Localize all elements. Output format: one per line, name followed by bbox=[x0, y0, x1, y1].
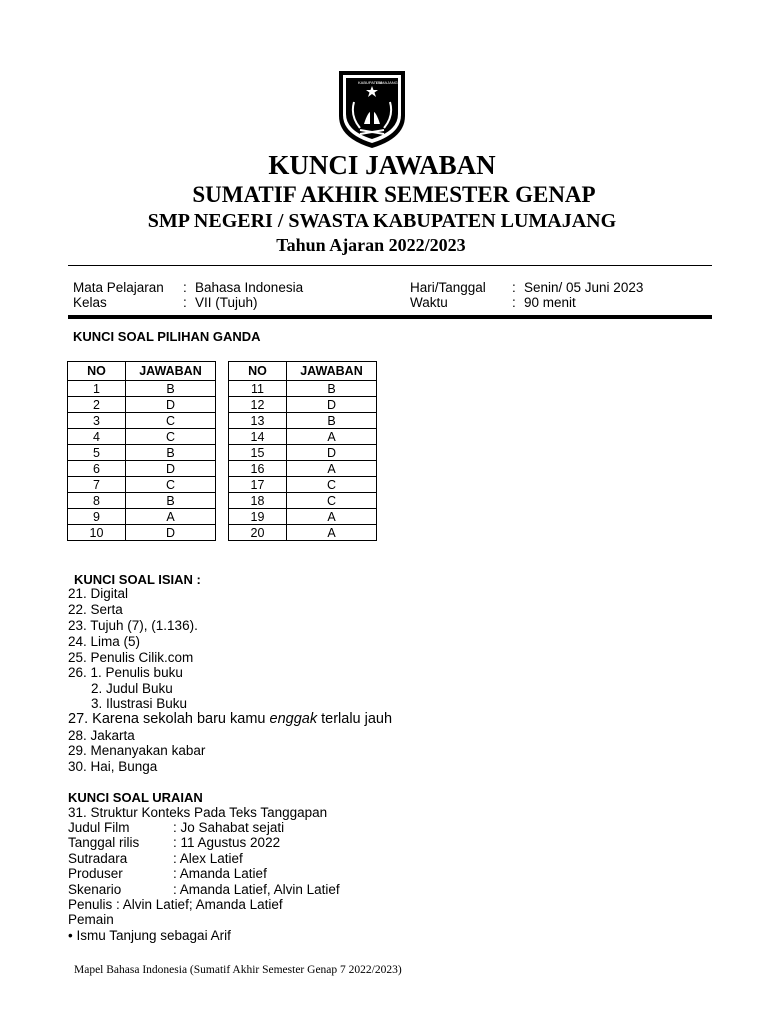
answer-24: 24. Lima (5) bbox=[68, 634, 141, 649]
producer-row bbox=[68, 866, 267, 882]
title-academic-year: Tahun Ajaran 2022/2023 bbox=[276, 235, 466, 255]
table-row bbox=[229, 381, 377, 397]
answer-23: 23. Tujuh (7), (1.136). bbox=[68, 618, 198, 633]
class-label: Kelas bbox=[73, 295, 107, 310]
table-row bbox=[68, 381, 216, 397]
script-value: : Amanda Latief, Alvin Latief bbox=[173, 882, 340, 897]
title-school: SMP NEGERI / SWASTA KABUPATEN LUMAJANG bbox=[147, 210, 617, 232]
table-row bbox=[229, 525, 377, 541]
answer-26-1: 26. 1. Penulis buku bbox=[68, 665, 183, 680]
mc-heading: KUNCI SOAL PILIHAN GANDA bbox=[73, 329, 261, 344]
release-value: : 11 Agustus 2022 bbox=[173, 835, 281, 850]
cast-item-1: • Ismu Tanjung sebagai Arif bbox=[68, 928, 231, 943]
table-row bbox=[229, 429, 377, 445]
svg-text:KABUPATEN: KABUPATEN bbox=[358, 80, 382, 85]
answer-27-text-start: 27. Karena sekolah baru kamu bbox=[68, 711, 270, 727]
question-number: 1 bbox=[68, 381, 126, 397]
table-row bbox=[68, 429, 216, 445]
question-number: 9 bbox=[68, 509, 126, 525]
cast-label: Pemain bbox=[68, 912, 114, 927]
answer-key: D bbox=[126, 461, 216, 477]
question-number: 17 bbox=[229, 477, 287, 493]
table-row bbox=[68, 493, 216, 509]
producer-value: : Amanda Latief bbox=[173, 866, 267, 881]
table-row bbox=[68, 509, 216, 525]
class-value: VII (Tujuh) bbox=[195, 295, 258, 310]
film-title-row bbox=[68, 820, 284, 836]
question-number: 20 bbox=[229, 525, 287, 541]
answer-22: 22. Serta bbox=[68, 602, 123, 617]
time-value: 90 menit bbox=[524, 295, 576, 310]
question-number: 7 bbox=[68, 477, 126, 493]
answer-21: 21. Digital bbox=[68, 586, 129, 601]
question-number: 4 bbox=[68, 429, 126, 445]
question-number: 6 bbox=[68, 461, 126, 477]
answer-key: B bbox=[126, 493, 216, 509]
answer-26-3: 3. Ilustrasi Buku bbox=[91, 696, 188, 711]
answer-29: 29. Menanyakan kabar bbox=[68, 743, 206, 758]
answer-key: B bbox=[126, 445, 216, 461]
district-emblem-logo bbox=[334, 68, 410, 150]
table-row bbox=[229, 413, 377, 429]
answer-28: 28. Jakarta bbox=[68, 728, 135, 743]
question-number: 10 bbox=[68, 525, 126, 541]
answer-key: B bbox=[287, 381, 377, 397]
mc-answer-table-2 bbox=[228, 361, 377, 541]
uraian-heading: KUNCI SOAL URAIAN bbox=[68, 790, 203, 805]
table-row bbox=[68, 445, 216, 461]
date-colon: : bbox=[512, 280, 516, 295]
title-kunci-jawaban: KUNCI JAWABAN bbox=[268, 150, 496, 180]
answer-key: B bbox=[126, 381, 216, 397]
answer-key: B bbox=[287, 413, 377, 429]
page-footer: Mapel Bahasa Indonesia (Sumatif Akhir Semester Genap 7 2022/2023) bbox=[74, 964, 402, 976]
col-header-no: NO bbox=[229, 362, 287, 381]
question-number: 12 bbox=[229, 397, 287, 413]
release-row bbox=[68, 835, 280, 851]
answer-25: 25. Penulis Cilik.com bbox=[68, 650, 194, 665]
col-header-answer: JAWABAN bbox=[126, 362, 216, 381]
question-number: 3 bbox=[68, 413, 126, 429]
question-number: 19 bbox=[229, 509, 287, 525]
table-row bbox=[68, 413, 216, 429]
class-colon: : bbox=[183, 295, 187, 310]
answer-key: A bbox=[287, 525, 377, 541]
table-row bbox=[229, 509, 377, 525]
question-number: 15 bbox=[229, 445, 287, 461]
time-label: Waktu bbox=[410, 295, 448, 310]
writer-line: Penulis : Alvin Latief; Amanda Latief bbox=[68, 897, 283, 912]
answer-key: C bbox=[126, 429, 216, 445]
producer-label: Produser bbox=[68, 866, 123, 881]
script-label: Skenario bbox=[68, 882, 122, 897]
answer-key: A bbox=[287, 461, 377, 477]
answer-key: A bbox=[287, 429, 377, 445]
film-title-value: : Jo Sahabat sejati bbox=[173, 820, 285, 835]
director-label: Sutradara bbox=[68, 851, 128, 866]
divider-thin bbox=[68, 265, 712, 266]
answer-key: D bbox=[287, 397, 377, 413]
table-row bbox=[229, 493, 377, 509]
director-row bbox=[68, 851, 243, 867]
answer-key: C bbox=[287, 477, 377, 493]
table-row bbox=[68, 525, 216, 541]
answer-26-2: 2. Judul Buku bbox=[91, 681, 173, 696]
divider-thick bbox=[68, 315, 712, 319]
question-number: 5 bbox=[68, 445, 126, 461]
question-number: 18 bbox=[229, 493, 287, 509]
answer-key: D bbox=[126, 397, 216, 413]
isian-heading: KUNCI SOAL ISIAN : bbox=[74, 572, 201, 587]
film-title-label: Judul Film bbox=[68, 820, 130, 835]
question-31: 31. Struktur Konteks Pada Teks Tanggapan bbox=[68, 805, 328, 820]
col-header-answer: JAWABAN bbox=[287, 362, 377, 381]
release-label: Tanggal rilis bbox=[68, 835, 140, 850]
time-colon: : bbox=[512, 295, 516, 310]
date-label: Hari/Tanggal bbox=[410, 280, 486, 295]
question-number: 13 bbox=[229, 413, 287, 429]
table-row bbox=[68, 397, 216, 413]
subject-colon: : bbox=[183, 280, 187, 295]
answer-key: D bbox=[126, 525, 216, 541]
answer-key: D bbox=[287, 445, 377, 461]
answer-key: A bbox=[126, 509, 216, 525]
table-row bbox=[229, 445, 377, 461]
subject-value: Bahasa Indonesia bbox=[195, 280, 304, 295]
script-row bbox=[68, 882, 340, 898]
answer-30: 30. Hai, Bunga bbox=[68, 759, 158, 774]
col-header-no: NO bbox=[68, 362, 126, 381]
answer-27 bbox=[68, 711, 392, 727]
question-number: 14 bbox=[229, 429, 287, 445]
answer-27-text-end: terlalu jauh bbox=[317, 711, 393, 727]
svg-text:LUMAJANG: LUMAJANG bbox=[376, 80, 398, 85]
table-row bbox=[229, 461, 377, 477]
answer-key: A bbox=[287, 509, 377, 525]
table-row bbox=[229, 477, 377, 493]
date-value: Senin/ 05 Juni 2023 bbox=[524, 280, 644, 295]
question-number: 16 bbox=[229, 461, 287, 477]
mc-answer-table-1 bbox=[67, 361, 216, 541]
question-number: 2 bbox=[68, 397, 126, 413]
table-row bbox=[68, 461, 216, 477]
title-exam-name: SUMATIF AKHIR SEMESTER GENAP bbox=[192, 182, 596, 207]
director-value: : Alex Latief bbox=[173, 851, 243, 866]
table-row bbox=[229, 397, 377, 413]
subject-label: Mata Pelajaran bbox=[73, 280, 164, 295]
question-number: 11 bbox=[229, 381, 287, 397]
answer-key: C bbox=[126, 413, 216, 429]
question-number: 8 bbox=[68, 493, 126, 509]
answer-key: C bbox=[287, 493, 377, 509]
answer-key: C bbox=[126, 477, 216, 493]
table-row bbox=[68, 477, 216, 493]
answer-27-emphasis: enggak bbox=[269, 711, 318, 727]
